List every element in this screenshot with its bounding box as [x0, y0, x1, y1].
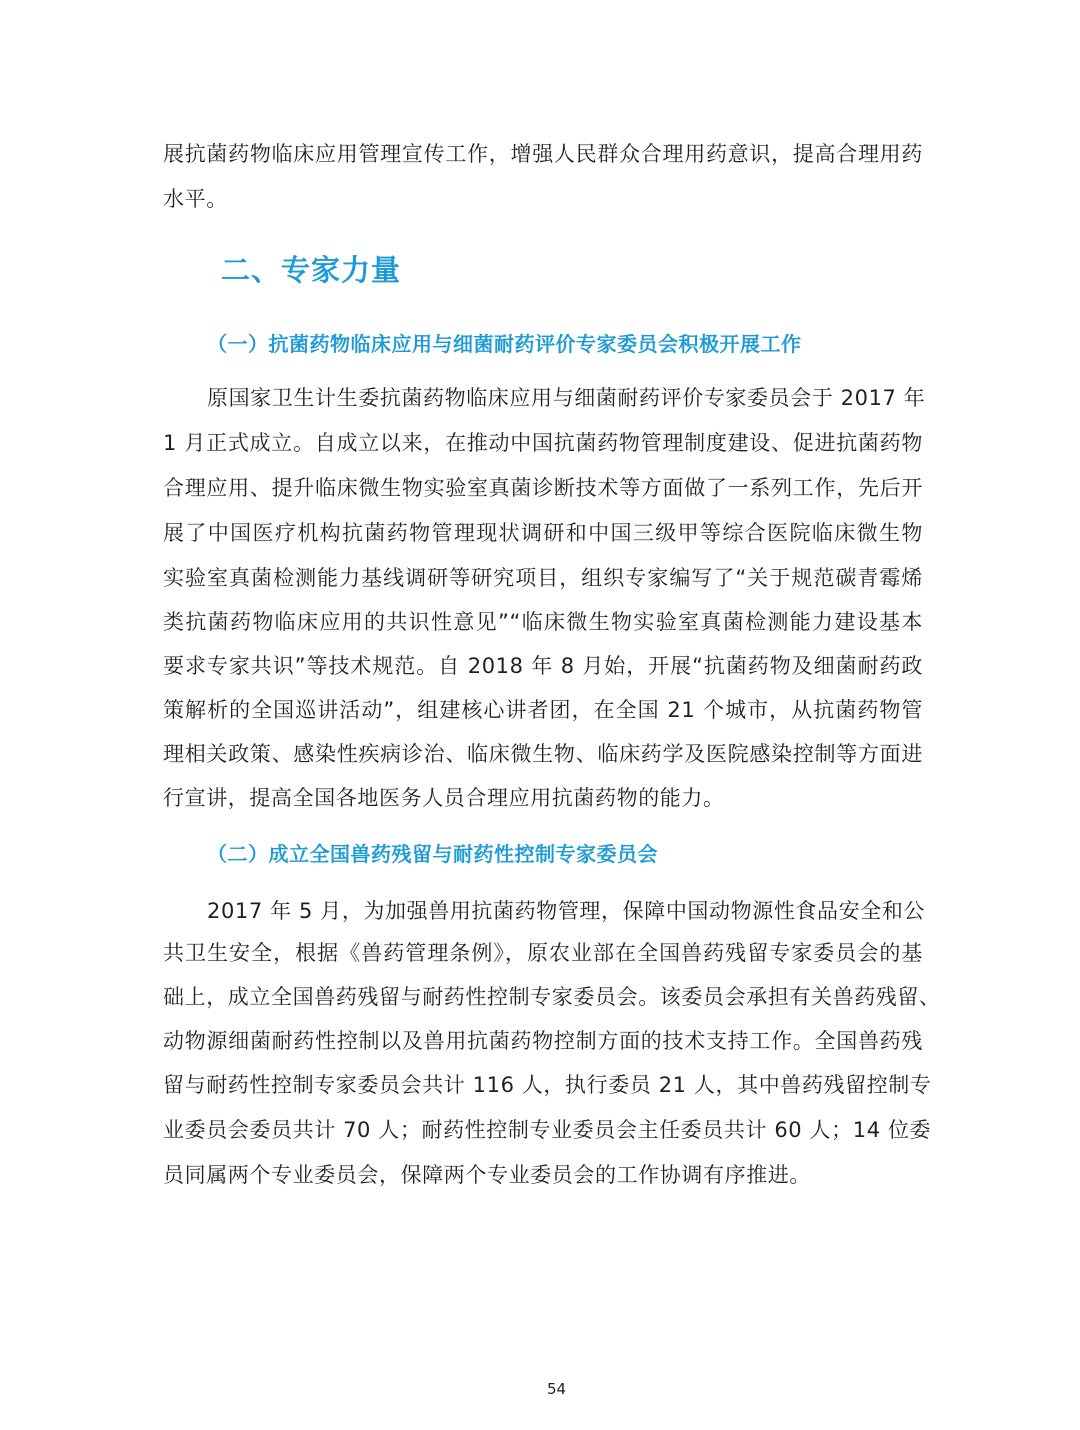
intro-line-1: 展抗菌药物临床应用管理宣传工作，增强人民群众合理用药意识，提高合理用药: [163, 142, 923, 166]
subsection-1-line-8: 策解析的全国巡讲活动”，组建核心讲者团，在全国 21 个城市，从抗菌药物管: [163, 698, 923, 722]
subsection-2-line-1: 2017 年 5 月，为加强兽用抗菌药物管理，保障中国动物源性食品安全和公: [207, 899, 926, 923]
section-title: 二、专家力量: [221, 253, 402, 287]
subsection-1-title: （一）抗菌药物临床应用与细菌耐药评价专家委员会积极开展工作: [207, 332, 802, 356]
subsection-1-line-2: 1 月正式成立。自成立以来，在推动中国抗菌药物管理制度建设、促进抗菌药物: [163, 431, 923, 455]
subsection-1-line-9: 理相关政策、感染性疾病诊治、临床微生物、临床药学及医院感染控制等方面进: [163, 742, 923, 766]
subsection-2-line-7: 员同属两个专业委员会，保障两个专业委员会的工作协调有序推进。: [163, 1163, 811, 1187]
intro-line-2: 水平。: [163, 187, 228, 211]
page-number: 54: [546, 1380, 567, 1398]
subsection-1-line-4: 展了中国医疗机构抗菌药物管理现状调研和中国三级甲等综合医院临床微生物: [163, 521, 923, 545]
subsection-1-line-6: 类抗菌药物临床应用的共识性意见”“临床微生物实验室真菌检测能力建设基本: [163, 610, 923, 634]
subsection-2-line-6: 业委员会委员共计 70 人；耐药性控制专业委员会主任委员共计 60 人；14 位委: [163, 1118, 932, 1142]
subsection-2-line-5: 留与耐药性控制专家委员会共计 116 人，执行委员 21 人，其中兽药残留控制专: [163, 1073, 932, 1097]
subsection-1-line-10: 行宣讲，提高全国各地医务人员合理应用抗菌药物的能力。: [163, 786, 725, 810]
subsection-2-title: （二）成立全国兽药残留与耐药性控制专家委员会: [207, 842, 658, 866]
subsection-2-line-3: 础上，成立全国兽药残留与耐药性控制专家委员会。该委员会承担有关兽药残留、: [163, 985, 941, 1009]
subsection-1-line-5: 实验室真菌检测能力基线调研等研究项目，组织专家编写了“关于规范碳青霉烯: [163, 566, 923, 590]
subsection-2-line-4: 动物源细菌耐药性控制以及兽用抗菌药物控制方面的技术支持工作。全国兽药残: [163, 1029, 923, 1053]
subsection-1-line-3: 合理应用、提升临床微生物实验室真菌诊断技术等方面做了一系列工作，先后开: [163, 476, 923, 500]
subsection-2-line-2: 共卫生安全，根据《兽药管理条例》，原农业部在全国兽药残留专家委员会的基: [163, 941, 923, 965]
subsection-1-line-7: 要求专家共识”等技术规范。自 2018 年 8 月始，开展“抗菌药物及细菌耐药政: [163, 654, 923, 678]
subsection-1-line-1: 原国家卫生计生委抗菌药物临床应用与细菌耐药评价专家委员会于 2017 年: [207, 386, 926, 410]
